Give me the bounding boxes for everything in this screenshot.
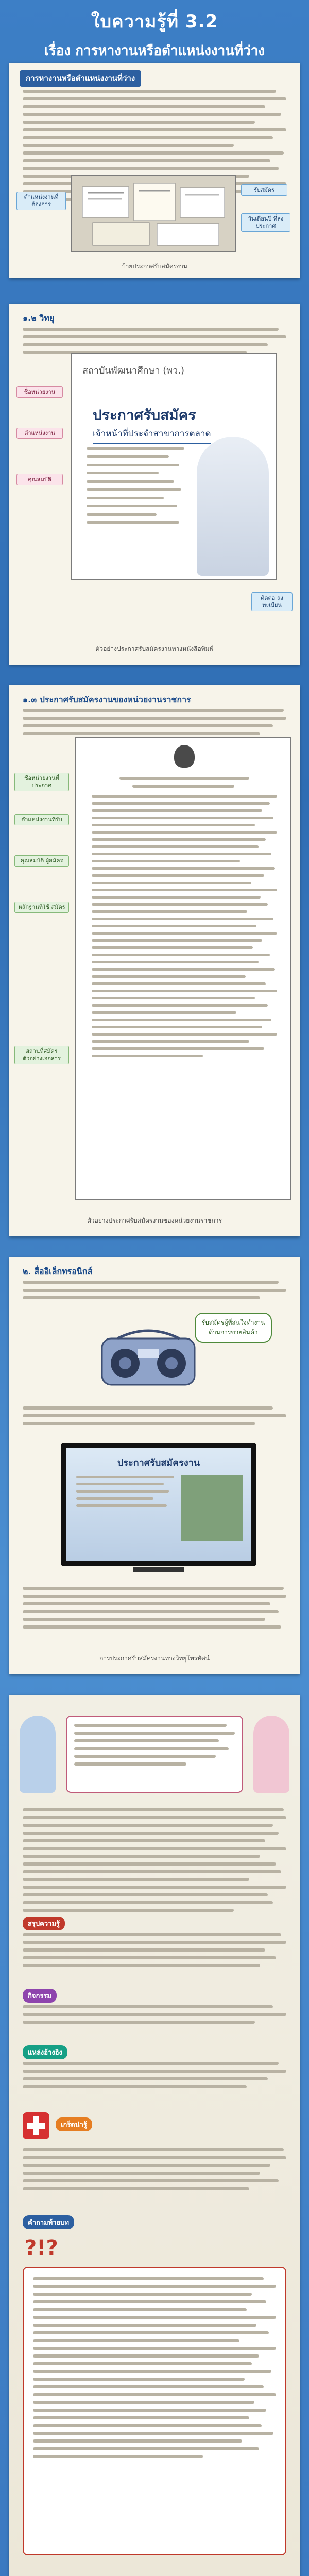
person-silhouette	[197, 437, 269, 576]
callout-recruit: รับสมัคร	[241, 184, 287, 196]
tv-stand	[133, 1567, 184, 1572]
bubble-text: รับสมัครผู้ที่สนใจทำงาน ด้านการขายสินค้า	[201, 1319, 265, 1336]
callout-position: ตำแหน่งงานที่ต้องการ	[16, 192, 66, 210]
announcement-document	[71, 353, 277, 580]
callout-evidence: หลักฐานที่ใช้ สมัคร	[14, 902, 69, 913]
org-name: สถาบันพัฒนาศึกษา (พว.)	[82, 365, 185, 376]
student-girl	[253, 1716, 289, 1793]
tv-title: ประกาศรับสมัครงาน	[117, 1458, 200, 1468]
callout-position: ตำแหน่งงาน	[16, 428, 63, 439]
tv-photo	[181, 1475, 243, 1541]
figure-caption: ตัวอย่างประกาศรับสมัครงานของหน่วยงานราชการ	[87, 1217, 222, 1224]
panel-newspaper	[9, 304, 300, 665]
question-mark-title: ?!?	[25, 2236, 58, 2260]
job-board-photo	[71, 175, 236, 252]
paragraph	[23, 1406, 286, 1430]
tag-reference: แหล่งอ้างอิง	[23, 2045, 67, 2059]
government-document	[75, 737, 291, 1200]
paragraph	[23, 1587, 286, 1633]
worksheet-title: ใบความรู้ที่ 3.2	[91, 11, 218, 32]
tag-summary: สรุปความรู้	[23, 1917, 65, 1930]
paragraph	[23, 1933, 286, 1972]
intro-box	[66, 1716, 243, 1793]
subject-title: เรื่อง การหางานหรือตำแหน่งงานที่ว่าง	[44, 43, 265, 59]
callout-org: ชื่อหน่วยงาน	[16, 386, 63, 398]
tag-trivia: เกร็ดน่ารู้	[56, 2117, 92, 2131]
tag-questions: คำถามท้ายบท	[23, 2215, 74, 2229]
job-board-illustration	[72, 176, 235, 251]
section-label: ๑.๓ ประกาศรับสมัครงานของหน่วยงานราชการ	[23, 694, 191, 704]
garuda-emblem	[174, 745, 195, 768]
announce-title: ประกาศรับสมัคร	[93, 406, 196, 423]
panel-summary	[9, 1695, 300, 2576]
paragraph	[23, 2062, 286, 2093]
speech-bubble	[195, 1313, 272, 1343]
tag-activity: กิจกรรม	[23, 1989, 57, 2003]
radio-icon	[97, 1323, 200, 1390]
announce-subtitle: เจ้าหน้าที่ประจำสาขาการตลาด	[93, 427, 211, 444]
radio-illustration	[97, 1323, 200, 1390]
question-box	[23, 2267, 286, 2555]
paragraph	[23, 1281, 286, 1304]
figure-caption: การประกาศรับสมัครงานทางวิทยุโทรทัศน์	[99, 1655, 210, 1662]
section-label: ๒. สื่ออิเล็กทรอนิกส์	[23, 1266, 93, 1276]
callout-qualification: คุณสมบัติ ผู้สมัคร	[14, 855, 69, 867]
section-heading: การหางานหรือตำแหน่งงานที่ว่าง	[20, 70, 141, 87]
paragraph	[23, 1808, 286, 1917]
panel-electronic-media	[9, 1257, 300, 1674]
figure-caption: ป้ายประกาศรับสมัครงาน	[121, 263, 188, 270]
paragraph	[23, 709, 286, 740]
callout-qualification: คุณสมบัติ	[16, 474, 63, 485]
paragraph	[23, 2005, 286, 2028]
section-label: ๑.๒ วิทยุ	[23, 313, 55, 323]
callout-agency: ชื่อหน่วยงานที่ประกาศ	[14, 773, 69, 791]
panel-job-board	[9, 63, 300, 278]
student-boy	[20, 1716, 56, 1793]
page-header	[0, 0, 309, 61]
first-aid-icon	[23, 2112, 49, 2139]
callout-position: ตำแหน่งงานที่รับ	[14, 814, 69, 825]
callout-contact: ติดต่อ ลงทะเบียน	[251, 592, 293, 611]
paragraph	[23, 2148, 286, 2195]
panel-government	[9, 685, 300, 1236]
callout-location: สถานที่สมัคร ตัวอย่างเอกสาร	[14, 1046, 69, 1064]
callout-date: วันเดือนปี ที่ลงประกาศ	[241, 213, 290, 232]
tv-screen	[61, 1443, 256, 1566]
figure-caption: ตัวอย่างประกาศรับสมัครงานทางหนังสือพิมพ์	[95, 645, 214, 652]
